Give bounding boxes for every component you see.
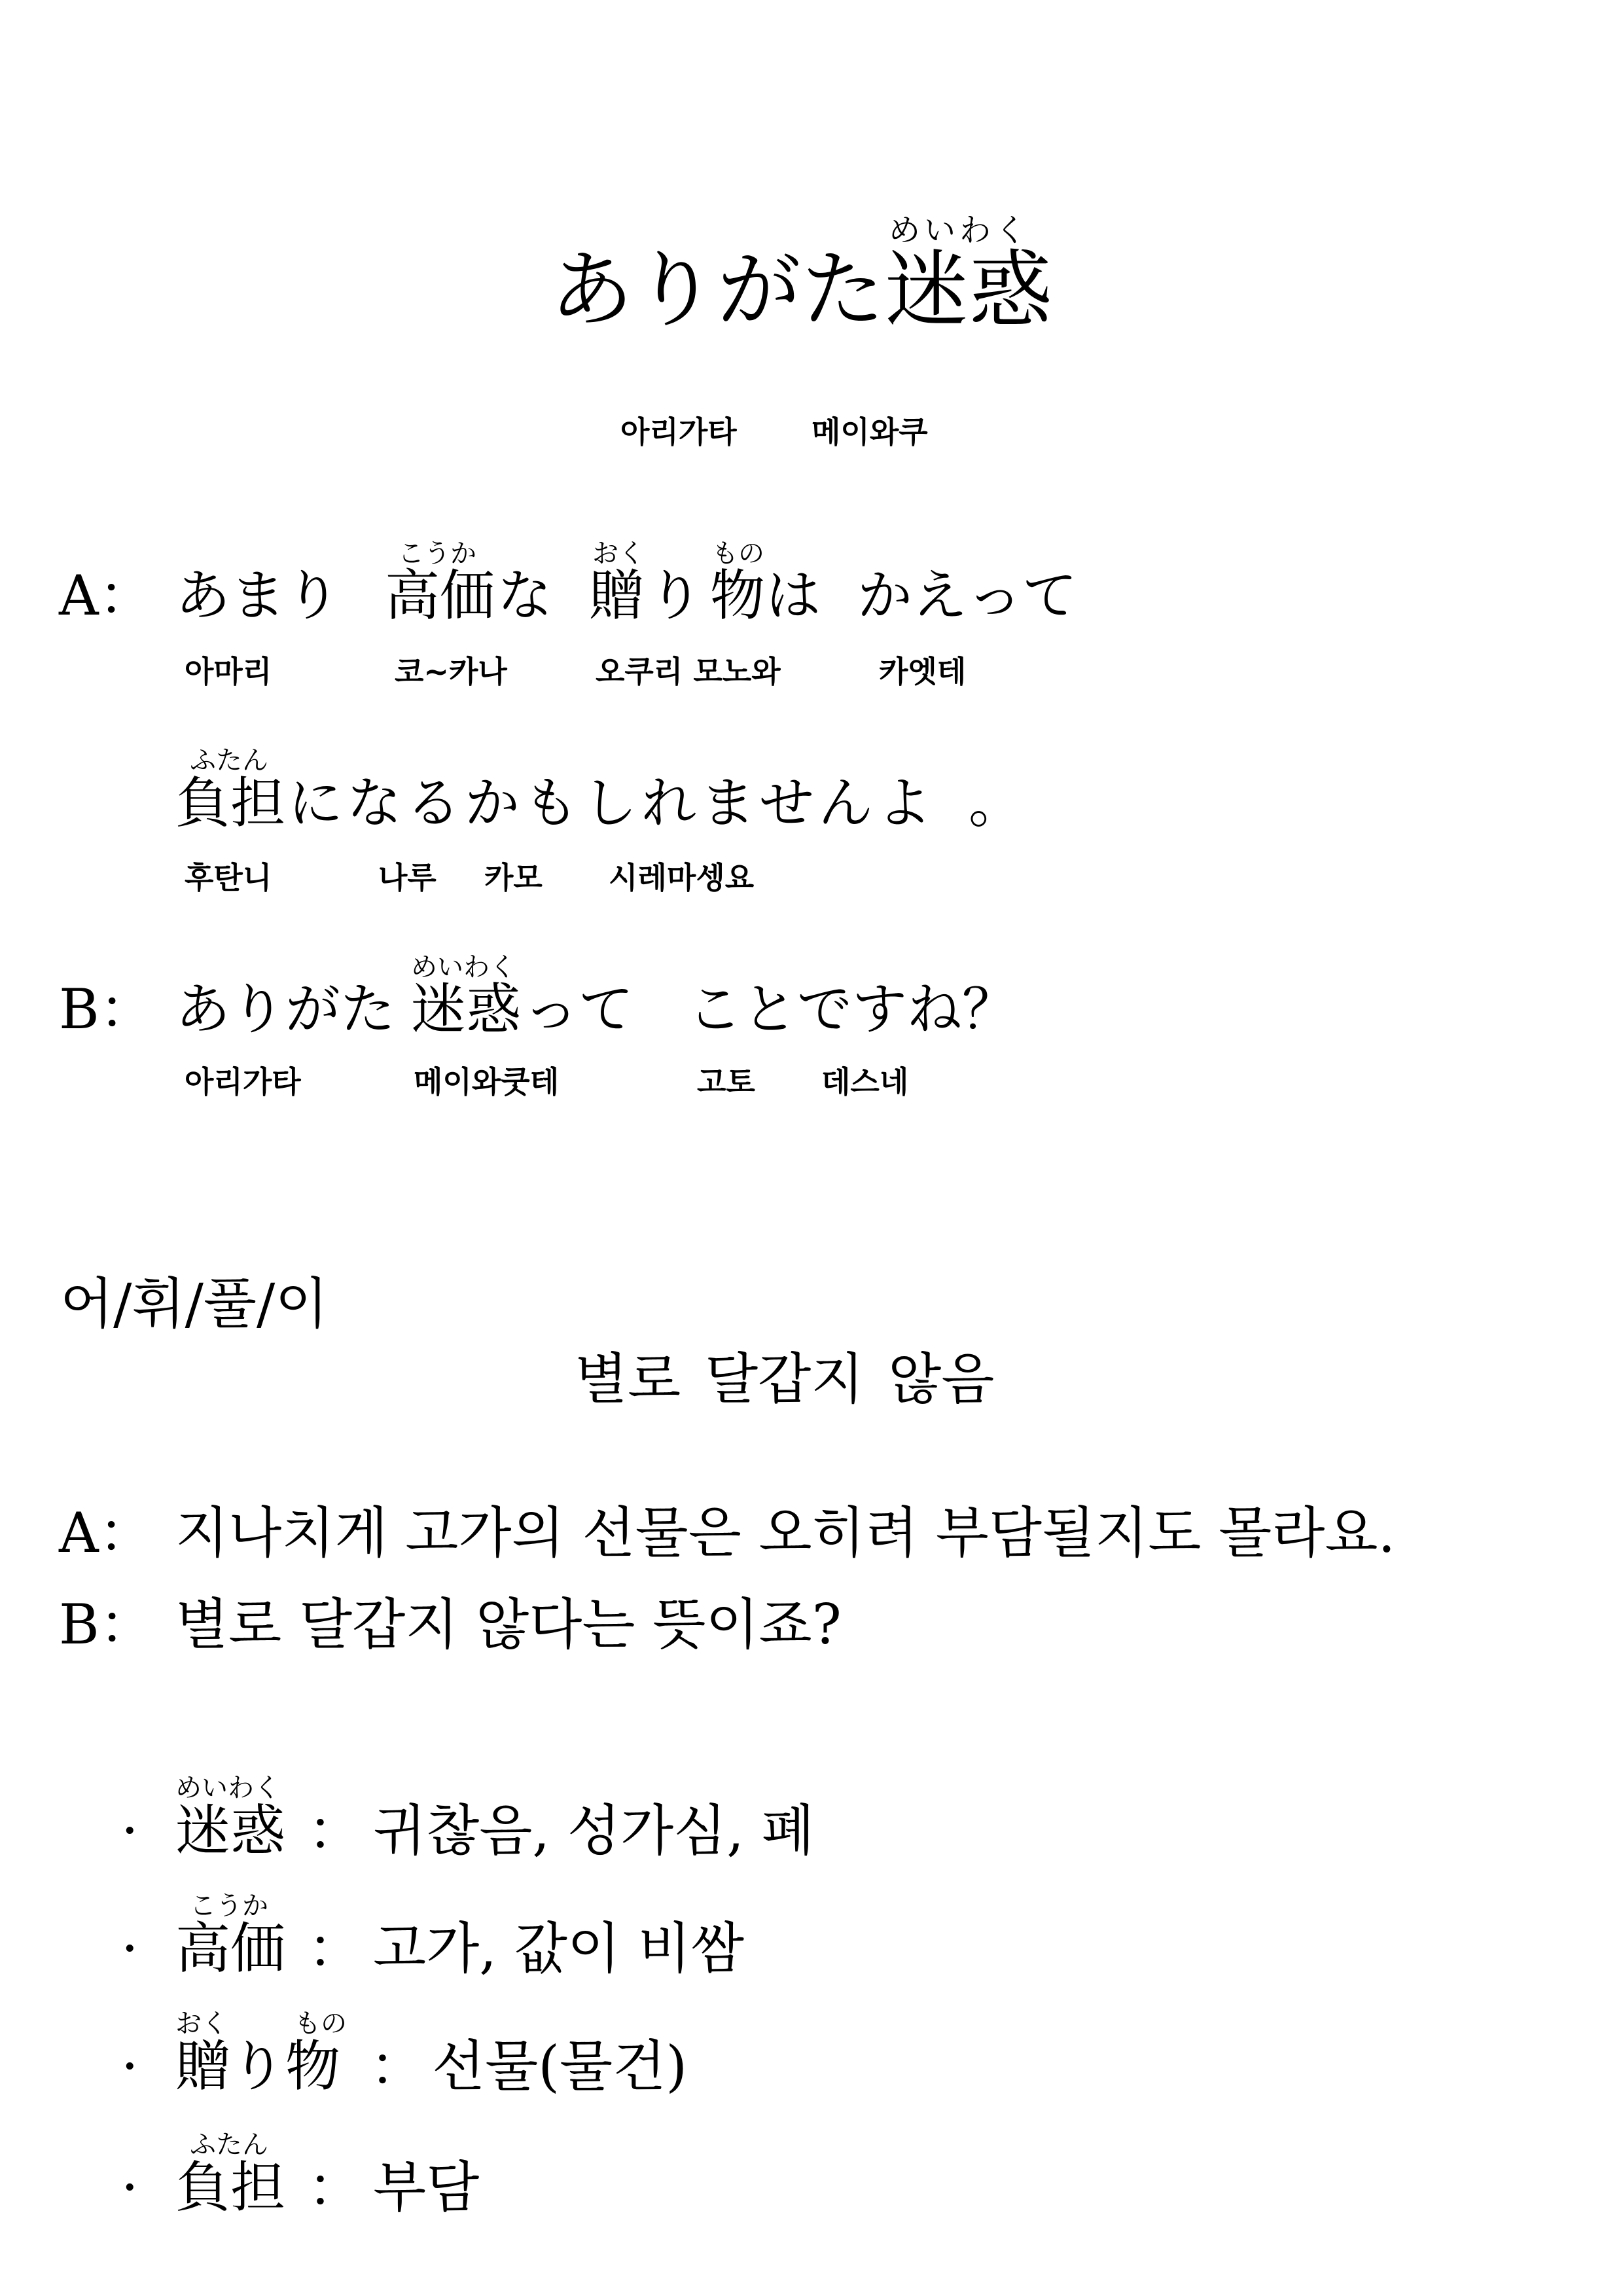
title-reading-2: 메이와쿠 [812, 414, 928, 450]
vocab-meaning-2: 고가, 값이 비쌈 [373, 1916, 744, 1981]
a-line1-seg4: は [766, 564, 821, 628]
b-line1-kanji1: 迷惑 [411, 977, 522, 1041]
a-line2-seg2: 。 [969, 771, 1024, 835]
b-line1-seg3: ことですね？ [687, 977, 1018, 1041]
a-line1-furi2: おく [592, 539, 645, 569]
a-line2-kanji1: 負担 [175, 771, 286, 835]
a-line1-reading-3: 오쿠리 모노와 [596, 654, 781, 689]
vocab-heading: 어/휘/풀/이 [60, 1272, 329, 1336]
translation-a-text: 지나치게 고가의 선물은 오히려 부담될지도 몰라요. [175, 1501, 1396, 1565]
translation-a-label: A： [59, 1501, 154, 1565]
a-line1-reading-4: 카엣테 [879, 654, 967, 689]
b-line1-seg2: って [524, 977, 634, 1041]
vocab-bullet-4: · [121, 2155, 139, 2219]
vocab-meaning-4: 부담 [373, 2155, 480, 2219]
title-kanji: 迷惑 [885, 242, 1053, 339]
a-line2-seg1: になるかもしれませんよ [288, 771, 936, 835]
vocab-bullet-1: · [121, 1799, 139, 1863]
vocab-meaning-1: 귀찮음, 성가심, 폐 [373, 1799, 815, 1863]
b-line1-reading-4: 데스네 [821, 1064, 909, 1100]
a-line2-reading-1: 후탄니 [185, 860, 272, 895]
vocab-sep-1: ： [308, 1799, 363, 1863]
b-line1-reading-3: 고토 [697, 1064, 755, 1100]
translation-b-text: 별로 달갑지 않다는 뜻이죠? [175, 1592, 842, 1657]
a-line1-kanji2: 贈 [589, 564, 645, 628]
title-kanji-group [885, 212, 1053, 339]
title [550, 212, 1053, 339]
meaning: 별로 달갑지 않음 [575, 1347, 995, 1411]
speaker-a-label: A： [59, 564, 154, 628]
a-line1-seg1: あまり [175, 564, 341, 628]
speaker-b-label: B： [59, 977, 154, 1041]
vocab-bullet-2: · [121, 1916, 139, 1981]
vocab-word-4: 負担 [175, 2155, 286, 2219]
vocab-word-2: 高価 [175, 1916, 286, 1981]
vocab-furi-3b: もの [294, 2009, 347, 2039]
vocab-bullet-3: · [121, 2034, 139, 2098]
vocab-sep-4: ： [308, 2155, 363, 2219]
vocab-sep-3: ： [370, 2034, 425, 2098]
a-line1-seg5: かえって [857, 564, 1078, 628]
a-line1-kanji1: 高価 [385, 564, 495, 628]
a-line1-seg2: な [497, 564, 553, 628]
vocab-word-3: 贈り物 [175, 2034, 341, 2098]
b-line1-reading-2: 메이와쿳테 [414, 1064, 560, 1100]
vocab-sep-2: ： [308, 1916, 363, 1981]
a-line1-reading-2: 코~카나 [395, 654, 507, 689]
vocab-meaning-3: 선물(물건) [432, 2034, 688, 2098]
a-line2-reading-2: 나루 [378, 860, 437, 895]
a-line1-seg3: り [648, 564, 704, 628]
vocab-furi-2: こうか [190, 1891, 268, 1921]
a-line2-furi1: ふたん [190, 745, 268, 776]
title-furigana: めいわく [889, 212, 1031, 249]
vocab-word-1: 迷惑 [175, 1799, 286, 1863]
translation-b-label: B： [59, 1592, 154, 1657]
a-line1-kanji3: 物 [710, 564, 766, 628]
a-line1-furi3: もの [712, 539, 764, 569]
a-line2-reading-4: 시레마셍요 [609, 860, 755, 895]
title-prefix: ありがた [550, 242, 885, 339]
title-reading-1: 아리가타 [620, 414, 737, 450]
b-line1-furi1: めいわく [411, 952, 516, 982]
a-line1-reading-1: 아마리 [185, 654, 272, 689]
b-line1-reading-1: 아리가타 [185, 1064, 301, 1100]
vocab-furi-4: ふたん [190, 2130, 268, 2160]
b-line1-seg1: ありがた [175, 977, 396, 1041]
a-line1-furi1: こうか [398, 539, 476, 569]
a-line2-reading-3: 카모 [484, 860, 543, 895]
vocab-furi-1: めいわく [175, 1773, 280, 1803]
vocab-furi-3a: おく [175, 2009, 228, 2039]
